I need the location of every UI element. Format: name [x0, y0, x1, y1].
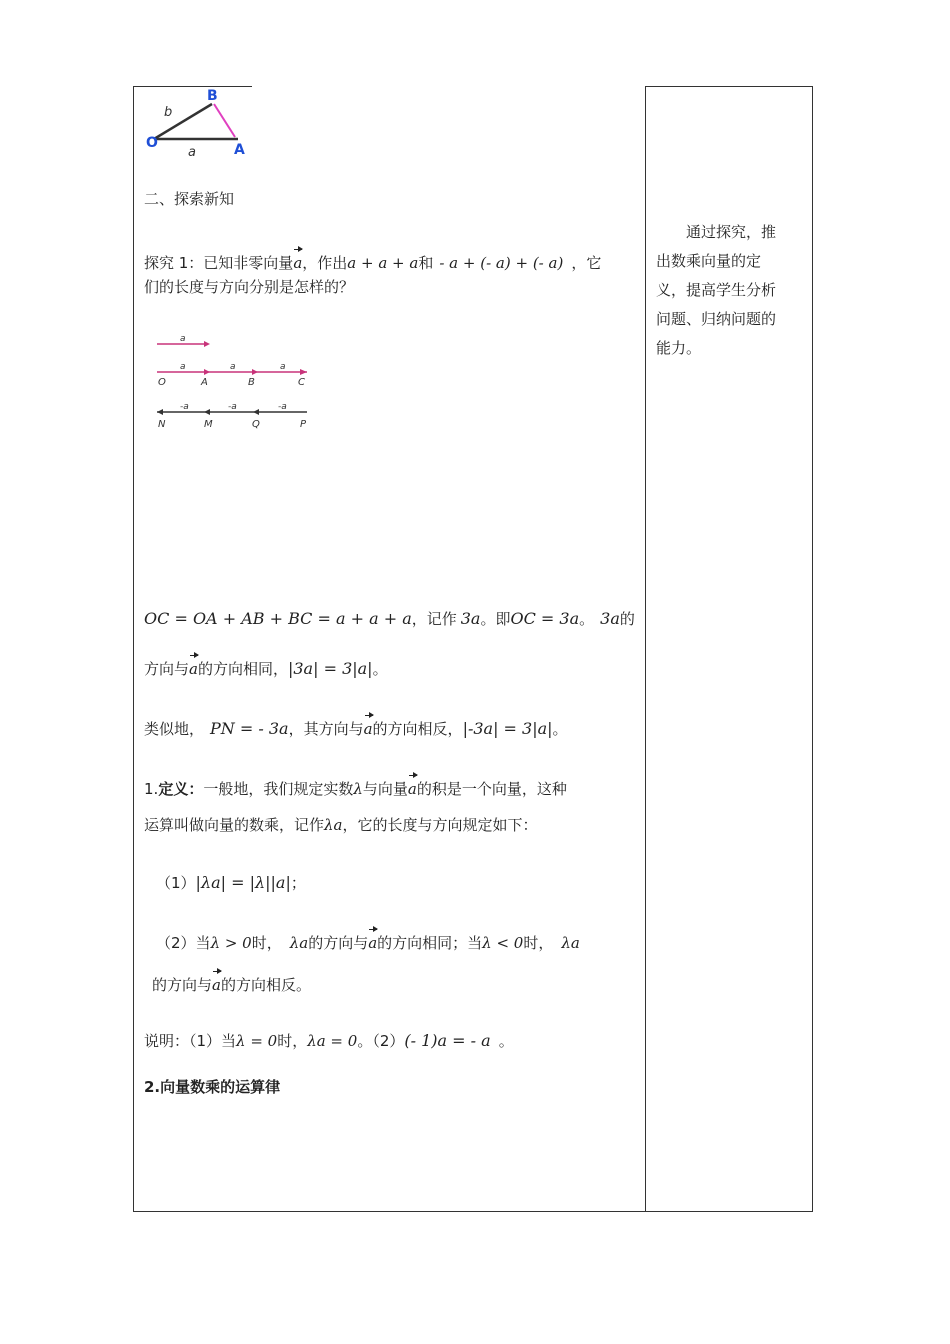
derivation-line2	[144, 654, 634, 680]
rule2-line2	[152, 970, 642, 996]
row1-point-label: O	[158, 377, 166, 388]
row1-vec-label: a	[180, 362, 186, 372]
edge-ab	[214, 104, 235, 137]
lambda-gt-zero: λ > 0	[210, 934, 252, 952]
explain-mid: 时，	[277, 1032, 308, 1050]
explore1-line1	[144, 248, 634, 274]
lambda-zero: λ = 0	[236, 1032, 278, 1050]
definition-line2b: ，它的长度与方向规定如下：	[342, 816, 538, 834]
oc-sum-equation: OC = OA + AB + BC = a + a + a	[144, 609, 412, 628]
point-b-label: B	[207, 88, 218, 104]
row2-point-label: M	[204, 419, 213, 430]
vec-a: a	[364, 714, 373, 740]
rule1-end: ；	[290, 874, 306, 892]
vec-a: a	[293, 248, 302, 274]
explain-prefix: 说明：（1）当	[144, 1032, 237, 1050]
three-a-1: 3a	[460, 609, 481, 628]
modulus-neg-3a: |-3a| = 3|a|	[462, 719, 553, 738]
table-top-gap	[252, 84, 645, 88]
triangle-figure	[140, 86, 260, 160]
row1-vec-label: a	[230, 362, 236, 372]
row1-point-label: B	[248, 377, 255, 388]
section-title-laws: 2.向量数乘的运算律	[144, 1078, 281, 1096]
definition-number: 1.	[144, 780, 159, 798]
vec-a-label: a	[188, 145, 196, 160]
similar-mid: ，其方向与	[288, 720, 364, 738]
similar-end: 。	[552, 720, 568, 738]
pn-equation: PN = - 3a	[210, 719, 289, 738]
derivation-end: 。	[579, 610, 595, 628]
row2-vec-label: -a	[228, 402, 237, 412]
derivation-line2-end: 。	[372, 660, 388, 678]
definition-text3: 的积是一个向量，这种	[416, 780, 567, 798]
derivation-tail: 的	[619, 610, 635, 628]
row2-vec-label: -a	[180, 402, 189, 412]
explore1-suffix: ，它	[571, 254, 602, 272]
explain-line	[144, 1030, 634, 1052]
three-a-2: 3a	[600, 609, 620, 628]
vec-a: a	[368, 928, 377, 954]
explore1-mid1: ，作出	[302, 254, 348, 272]
neg-sum-expression: - a + (- a) + (- a)	[439, 254, 564, 272]
side-note-line: 问题、归纳问题的	[656, 310, 777, 328]
number-line-figure	[152, 330, 332, 435]
definition-line2a: 运算叫做向量的数乘，记作	[144, 816, 325, 834]
rule2-when-end: 时，	[251, 934, 282, 952]
explore1-prefix: 探究 1：已知非零向量	[144, 254, 294, 272]
lambda-a: λa	[561, 934, 580, 952]
lambda-a-zero: λa = 0	[307, 1032, 358, 1050]
rule2-opposite: 的方向相反。	[220, 976, 311, 994]
lambda-symbol: λ	[353, 780, 363, 798]
row2-point-label: P	[300, 419, 307, 430]
vec-b-label: b	[164, 105, 173, 120]
side-note-line: 能力。	[656, 339, 702, 357]
explore1-line2: 们的长度与方向分别是怎样的？	[144, 278, 355, 296]
rule2-number: （2）	[156, 934, 196, 952]
definition-title: 定义：	[158, 780, 204, 798]
rule2-when: 当	[195, 934, 211, 952]
modulus-3a: |3a| = 3|a|	[287, 659, 373, 678]
rule2-direction2: 的方向与	[152, 976, 213, 994]
side-note-line: 义，提高学生分析	[656, 281, 777, 299]
similar-prefix: 类似地，	[144, 720, 205, 738]
definition-line2	[144, 814, 634, 836]
section-title-explore: 二、探索新知	[144, 190, 235, 208]
derivation-line1	[144, 608, 634, 630]
opposite-direction-text: 的方向相反，	[372, 720, 463, 738]
lambda-lt-zero: λ < 0	[482, 934, 524, 952]
point-o-label: O	[146, 135, 158, 151]
similar-line	[144, 714, 634, 740]
lambda-a: λa	[289, 934, 309, 952]
vec-a: a	[189, 654, 198, 680]
direction-text: 方向与	[144, 660, 190, 678]
column-divider	[645, 86, 646, 1212]
explain-mid2: 。（2）	[357, 1032, 405, 1050]
rule1-number: （1）	[156, 874, 196, 892]
same-direction-text: 的方向相同，	[197, 660, 288, 678]
sum-expression: a + a + a	[347, 254, 419, 272]
top-vec-label: a	[180, 334, 186, 344]
row2-point-label: Q	[252, 419, 260, 430]
row1-point-label: A	[201, 377, 208, 388]
vec-a: a	[408, 774, 417, 800]
side-note	[656, 218, 796, 363]
derivation-note2: 。即	[480, 610, 511, 628]
rule1-expression: |λa| = |λ||a|	[195, 873, 291, 892]
definition-line1	[144, 774, 634, 800]
point-a-label: A	[234, 142, 245, 158]
vec-a: a	[212, 970, 221, 996]
definition-text1: 一般地，我们规定实数	[203, 780, 354, 798]
row2-vec-label: -a	[278, 402, 287, 412]
row1-vec-label: a	[280, 362, 286, 372]
side-note-line: 出数乘向量的定	[656, 252, 762, 270]
explore1-mid2: 和	[418, 254, 434, 272]
row2-point-label: N	[158, 419, 166, 430]
explain-end: 。	[498, 1032, 514, 1050]
derivation-note: ，记作	[411, 610, 457, 628]
rule2-when-end2: 时，	[523, 934, 554, 952]
rule1	[156, 872, 646, 894]
edge-ob	[154, 104, 212, 139]
side-note-line: 通过探究，推	[686, 223, 777, 241]
definition-text2: 与向量	[362, 780, 408, 798]
rule2-same: 的方向相同；当	[377, 934, 483, 952]
lambda-a: λa	[324, 816, 343, 834]
rule2-line1	[156, 928, 646, 954]
top-arrowhead	[204, 341, 210, 347]
rule2-direction: 的方向与	[308, 934, 369, 952]
row1-point-label: C	[298, 377, 305, 388]
oc-equals-3a: OC = 3a	[510, 609, 580, 628]
neg-one-a: (- 1)a = - a	[404, 1031, 491, 1050]
